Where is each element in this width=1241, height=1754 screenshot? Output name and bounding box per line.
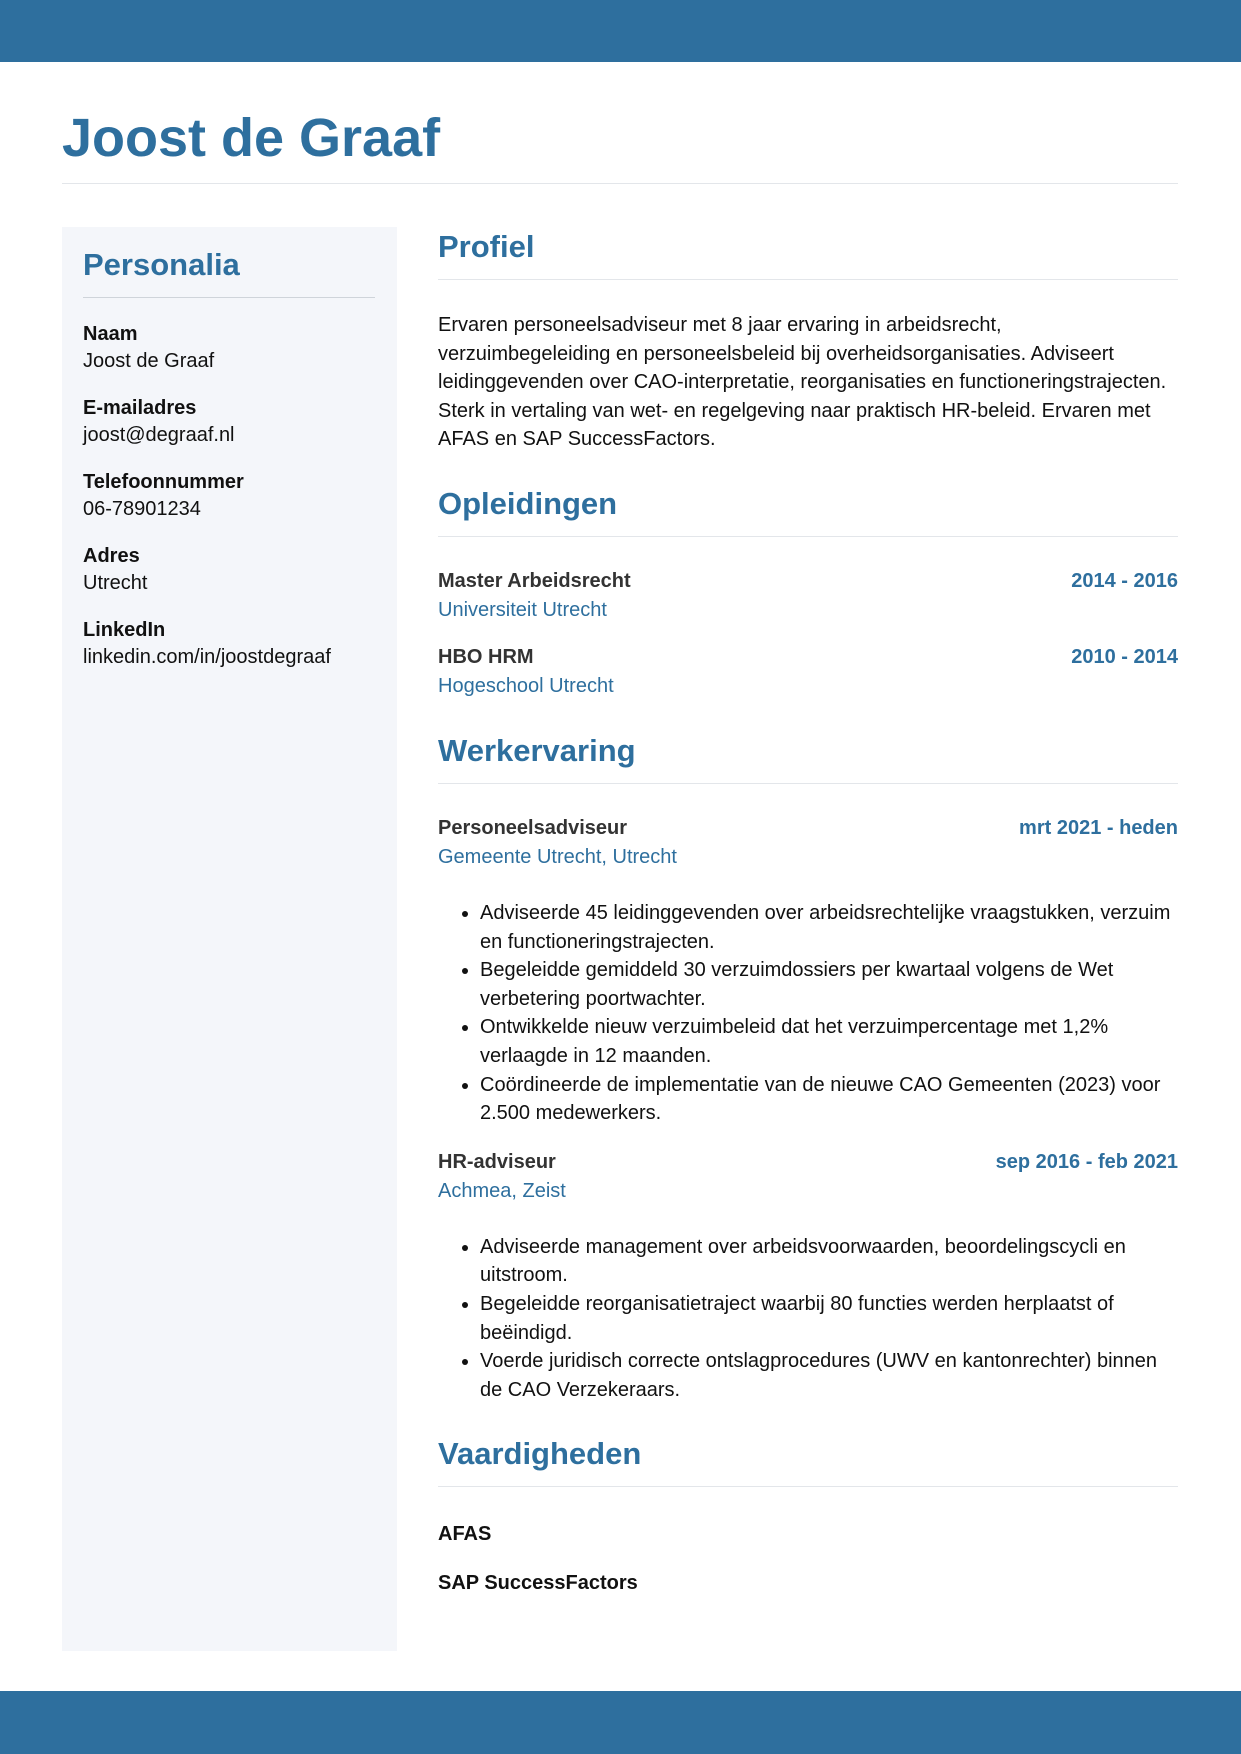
section-title-education: Opleidingen — [438, 484, 1178, 537]
education-section — [438, 484, 1178, 701]
entry-header — [438, 1148, 1178, 1176]
sidebar-content — [83, 245, 375, 691]
main-content — [438, 227, 1178, 1627]
job-achievements — [438, 1233, 1178, 1405]
degree-title: Master Arbeidsrecht — [438, 569, 631, 592]
achievement-item: • Adviseerde management over arbeidsvoorwaarden, beoordelingscycli en uitstroom. — [480, 1233, 1178, 1290]
job-item — [438, 1148, 1178, 1405]
skills-list — [438, 1520, 1178, 1597]
entry-header — [438, 643, 1178, 671]
achievement-item: • Voerde juridisch correcte ontslagprocedures (UWV en kantonrechter) binnen de CAO Verzekeraars. — [480, 1347, 1178, 1404]
skill-item: AFAS — [438, 1523, 492, 1546]
degree-title: HBO HRM — [438, 645, 534, 668]
field-email — [83, 395, 375, 449]
job-period: sep 2016 - feb 2021 — [995, 1150, 1178, 1173]
job-period: mrt 2021 - heden — [1019, 816, 1178, 839]
top-color-band — [0, 0, 1241, 62]
header-divider — [62, 183, 1178, 184]
job-role: HR-adviseur — [438, 1150, 556, 1173]
field-label: E-mailadres — [83, 397, 197, 419]
profile-summary: Ervaren personeelsadviseur met 8 jaar ervaring in arbeidsrecht, verzuimbegeleiding en personeelsbeleid bij overheidsorganisaties. Adviseert leidinggevenden over CAO-interpretatie, reorganisaties en functioneringstrajecten. Sterk in vertaling van wet- en regelgeving naar praktisch HR-beleid. Ervaren met AFAS en SAP SuccessFactors. — [438, 314, 1167, 451]
job-item — [438, 814, 1178, 1128]
section-title-profile: Profiel — [438, 227, 1178, 280]
job-role: Personeelsadviseur — [438, 816, 627, 839]
sidebar-title: Personalia — [83, 245, 375, 298]
personal-info-sidebar — [62, 227, 397, 1651]
job-employer: Achmea, Zeist — [438, 1179, 566, 1202]
field-name — [83, 321, 375, 375]
phone-value: 06-78901234 — [83, 498, 201, 520]
education-list — [438, 567, 1178, 701]
personal-info-list — [83, 321, 375, 671]
candidate-name: Joost de Graaf — [62, 108, 441, 168]
address-value: Utrecht — [83, 572, 148, 594]
field-value: Joost de Graaf — [83, 350, 215, 372]
email-value[interactable]: joost@degraaf.nl — [83, 424, 235, 446]
education-years: 2014 - 2016 — [1071, 569, 1178, 592]
experience-section — [438, 731, 1178, 1404]
achievement-item: • Begeleidde gemiddeld 30 verzuimdossiers per kwartaal volgens de Wet verbetering poortwachter. — [480, 956, 1178, 1013]
achievement-item: • Ontwikkelde nieuw verzuimbeleid dat het verzuimpercentage met 1,2% verlaagde in 12 maanden. — [480, 1013, 1178, 1070]
section-title-skills: Vaardigheden — [438, 1434, 1178, 1487]
section-title-experience: Werkervaring — [438, 731, 1178, 784]
entry-header — [438, 567, 1178, 595]
job-employer: Gemeente Utrecht, Utrecht — [438, 845, 677, 868]
job-achievements — [438, 899, 1178, 1128]
field-linkedin — [83, 617, 375, 671]
field-phone — [83, 469, 375, 523]
achievement-item: • Begeleidde reorganisatietraject waarbij 80 functies werden herplaatst of beëindigd. — [480, 1290, 1178, 1347]
field-address — [83, 543, 375, 597]
education-years: 2010 - 2014 — [1071, 645, 1178, 668]
school-name: Universiteit Utrecht — [438, 598, 607, 621]
linkedin-value[interactable]: linkedin.com/in/joostdegraaf — [83, 646, 331, 668]
achievement-item: • Coördineerde de implementatie van de nieuwe CAO Gemeenten (2023) voor 2.500 medewerkers. — [480, 1071, 1178, 1128]
field-label: LinkedIn — [83, 619, 166, 641]
field-label: Naam — [83, 323, 138, 345]
field-label: Telefoonnummer — [83, 471, 244, 493]
entry-header — [438, 814, 1178, 842]
education-item — [438, 643, 1178, 701]
profile-section — [438, 227, 1178, 454]
field-label: Adres — [83, 545, 140, 567]
school-name: Hogeschool Utrecht — [438, 674, 614, 697]
skills-section — [438, 1434, 1178, 1597]
job-list — [438, 814, 1178, 1404]
bottom-color-band — [0, 1691, 1241, 1754]
achievement-item: • Adviseerde 45 leidinggevenden over arbeidsrechtelijke vraagstukken, verzuim en functioneringstrajecten. — [480, 899, 1178, 956]
skill-item: SAP SuccessFactors — [438, 1572, 638, 1595]
education-item — [438, 567, 1178, 625]
